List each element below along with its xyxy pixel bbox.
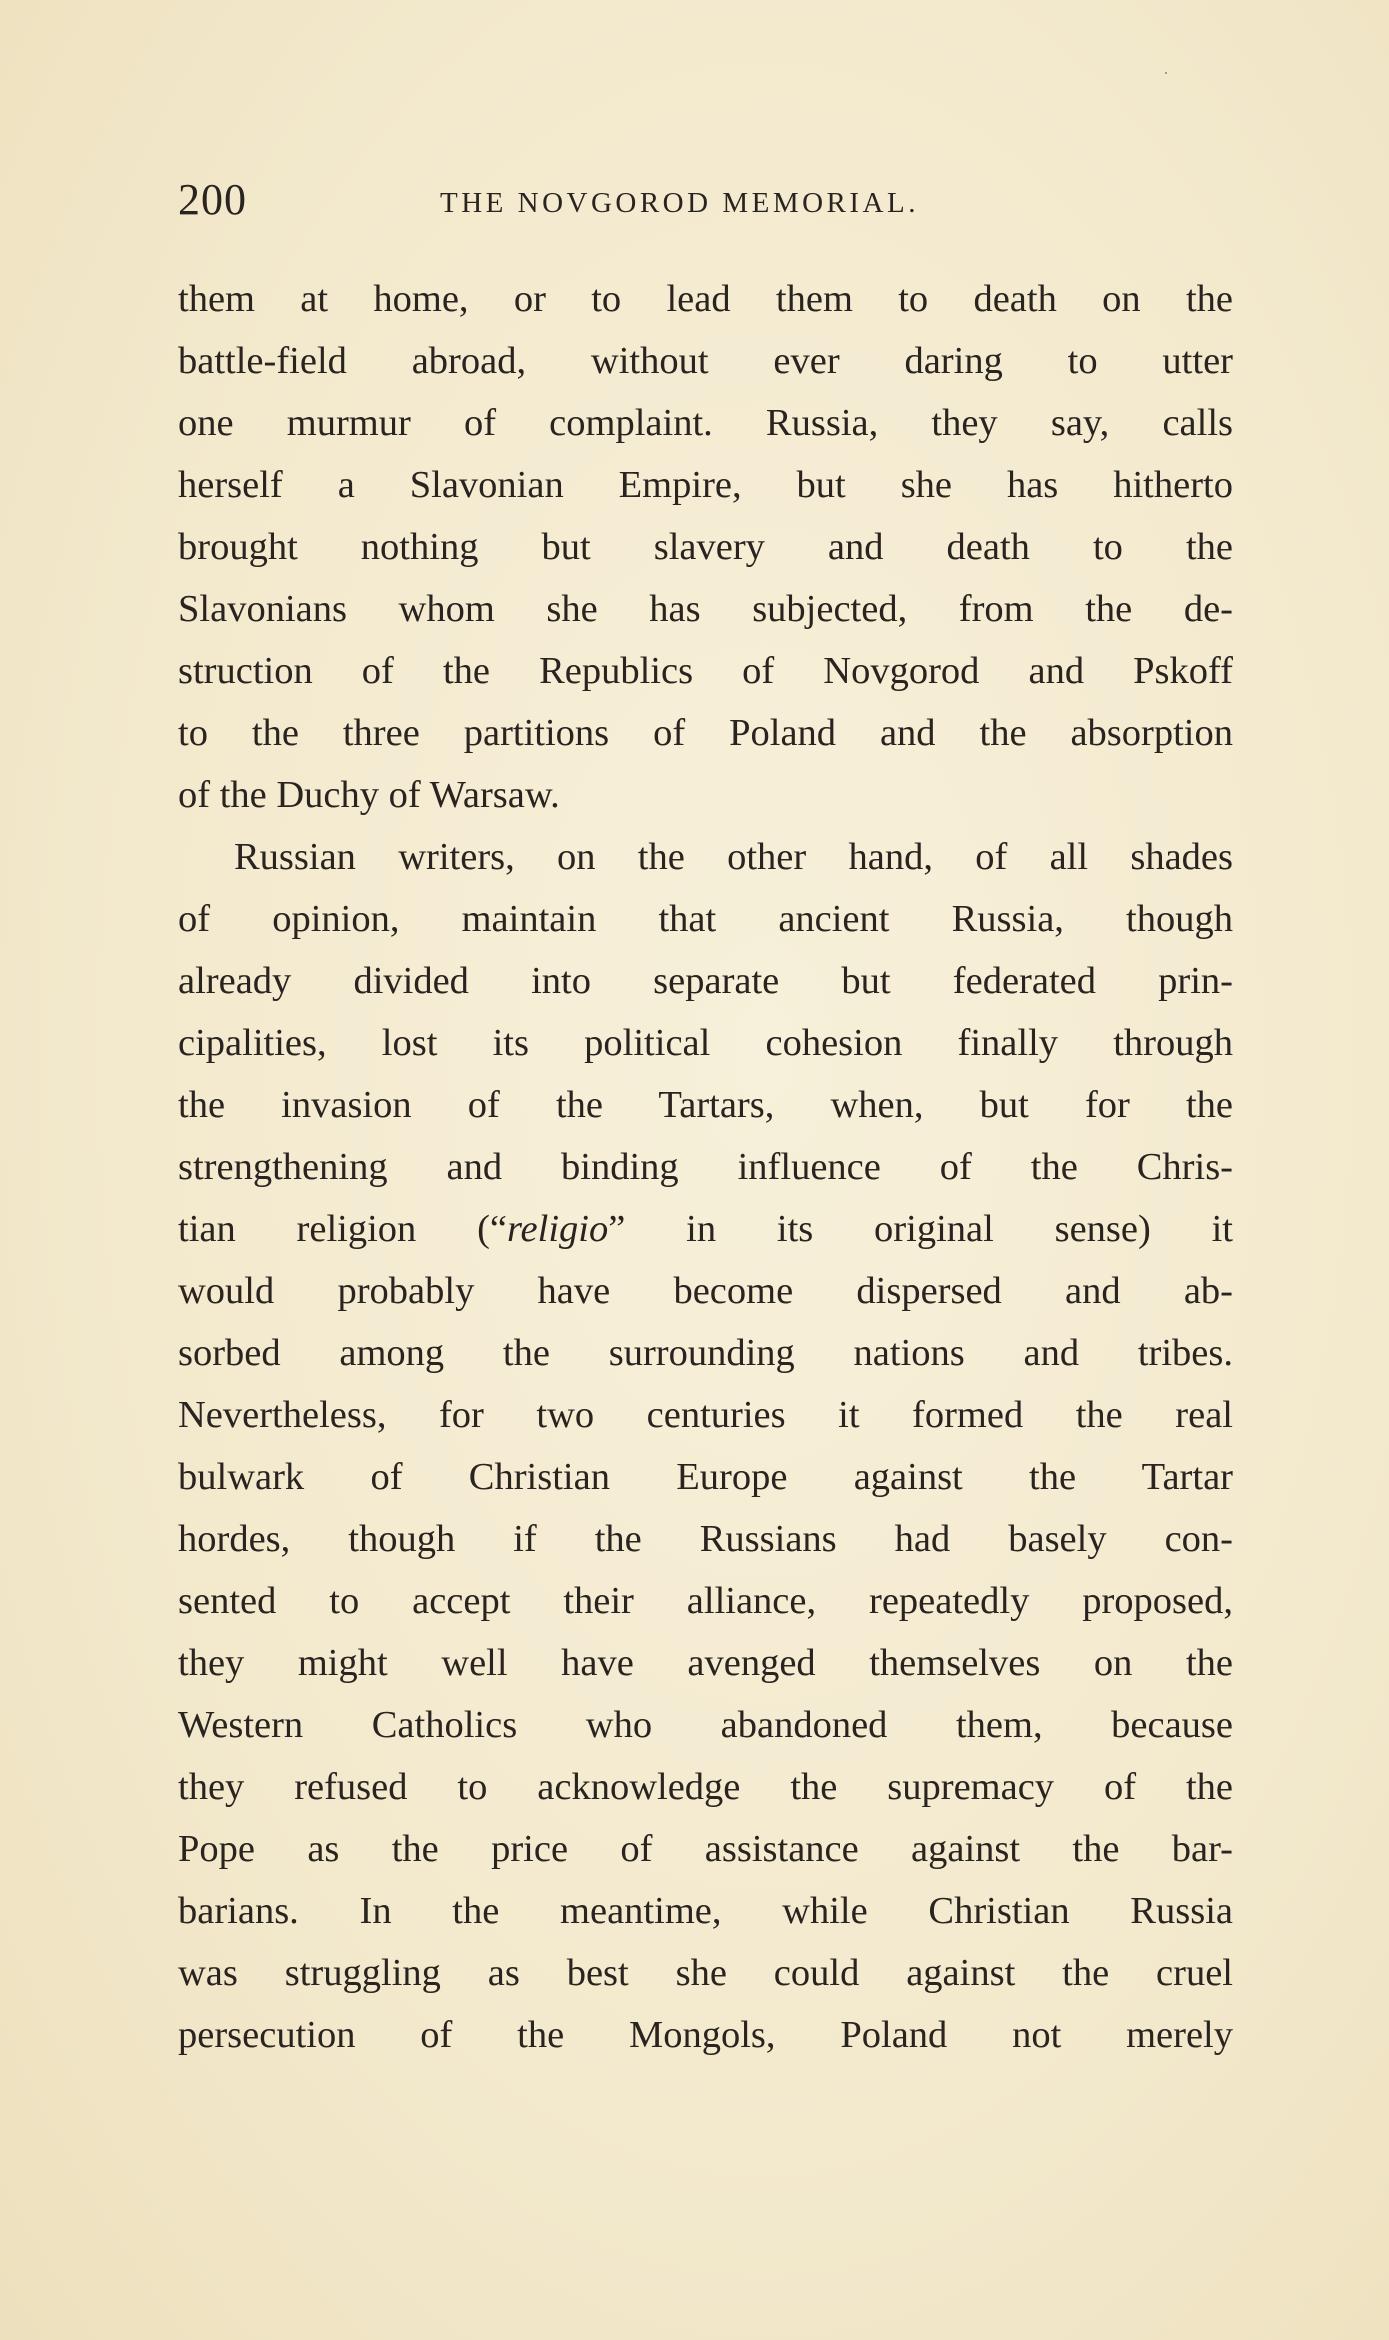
text-line: they refused to acknowledge the supremacy of the xyxy=(178,1766,1233,1808)
text-line: already divided into separate but federated prin- xyxy=(178,960,1233,1002)
text-line: them at home, or to lead them to death on the xyxy=(178,278,1233,320)
text-line: hordes, though if the Russians had basely con- xyxy=(178,1518,1233,1560)
italic-word: religio xyxy=(507,1208,609,1250)
text-line: battle-field abroad, without ever daring to utter xyxy=(178,340,1233,382)
text-line: Slavonians whom she has subjected, from the de- xyxy=(178,588,1233,630)
text-line: would probably have become dispersed and ab- xyxy=(178,1270,1233,1312)
page-number: 200 xyxy=(178,175,247,224)
text-line: Nevertheless, for two centuries it formed the real xyxy=(178,1394,1233,1436)
text-line: of opinion, maintain that ancient Russia, though xyxy=(178,898,1233,940)
body-text xyxy=(178,268,1233,2066)
text-line: herself a Slavonian Empire, but she has hitherto xyxy=(178,464,1233,506)
text-line: struction of the Republics of Novgorod and Pskoff xyxy=(178,650,1233,692)
text-line: brought nothing but slavery and death to the xyxy=(178,526,1233,568)
text-line: barians. In the meantime, while Christian Russia xyxy=(178,1890,1233,1932)
text-line: was struggling as best she could against the cruel xyxy=(178,1952,1233,1994)
text-line: the invasion of the Tartars, when, but for the xyxy=(178,1084,1233,1126)
page-header xyxy=(178,175,1233,238)
text-line: sorbed among the surrounding nations and tribes. xyxy=(178,1332,1233,1374)
text-line-with-italic xyxy=(178,1198,1233,1260)
paragraph-end-line: of the Duchy of Warsaw. xyxy=(178,774,560,816)
text-line: Pope as the price of assistance against the bar- xyxy=(178,1828,1233,1870)
text-segment: ” in its original sense) it xyxy=(608,1208,1233,1250)
text-line: strengthening and binding influence of the Chris- xyxy=(178,1146,1233,1188)
text-line: they might well have avenged themselves on the xyxy=(178,1642,1233,1684)
paper-speck xyxy=(1165,72,1167,74)
running-title: THE NOVGOROD MEMORIAL. xyxy=(440,187,919,219)
text-line: to the three partitions of Poland and the absorption xyxy=(178,712,1233,754)
text-line: persecution of the Mongols, Poland not merely xyxy=(178,2014,1233,2056)
text-line: sented to accept their alliance, repeatedly proposed, xyxy=(178,1580,1233,1622)
text-line: cipalities, lost its political cohesion finally through xyxy=(178,1022,1233,1064)
text-line: one murmur of complaint. Russia, they say, calls xyxy=(178,402,1233,444)
text-line: bulwark of Christian Europe against the Tartar xyxy=(178,1456,1233,1498)
paragraph-start-line: Russian writers, on the other hand, of all shades xyxy=(234,836,1233,878)
text-segment: tian religion (“ xyxy=(178,1208,507,1250)
text-line: Western Catholics who abandoned them, because xyxy=(178,1704,1233,1746)
